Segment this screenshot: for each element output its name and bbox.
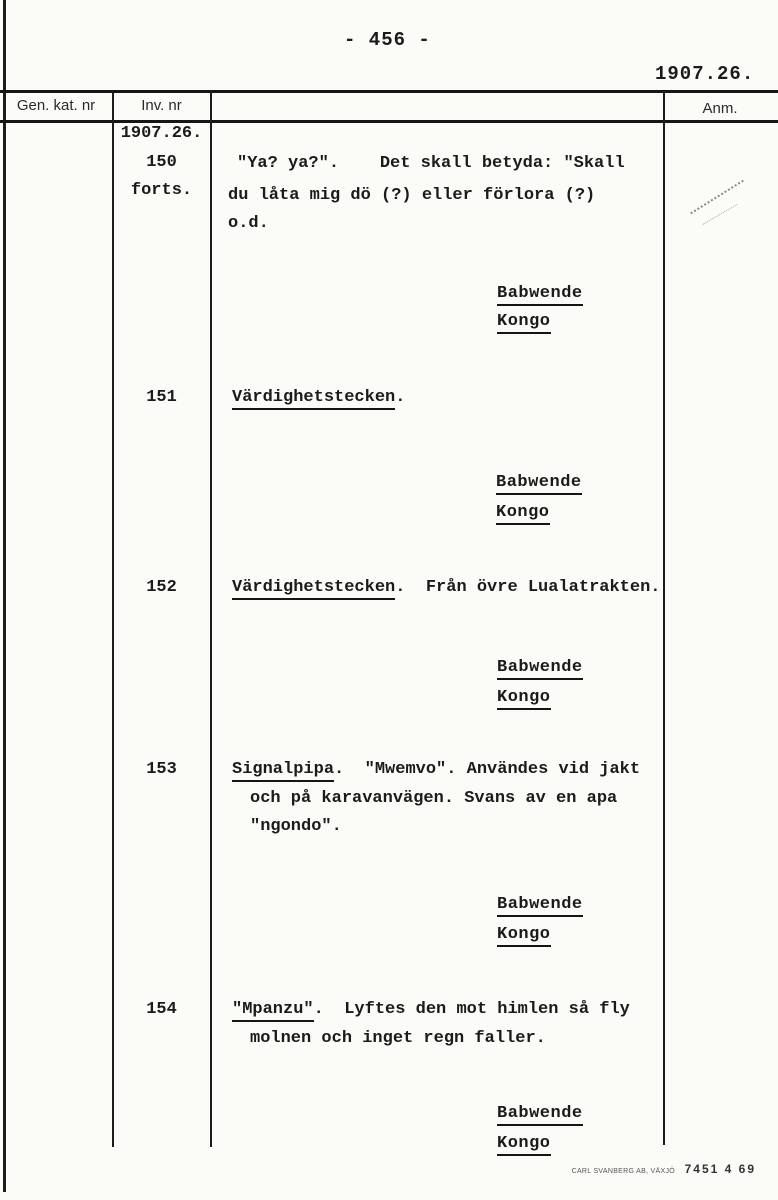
entry-text-line: Värdighetstecken.	[232, 388, 405, 408]
scratch-mark	[690, 180, 744, 215]
entry-text-line: "Ya? ya?". Det skall betyda: "Skall	[237, 154, 625, 173]
inv-nr: 151	[146, 388, 177, 407]
entry-title: "Mpanzu"	[232, 1000, 314, 1022]
inv-nr: 150	[146, 153, 177, 172]
inv-nr: 154	[146, 1000, 177, 1019]
page-number: - 456 -	[344, 29, 431, 51]
entry-title: Värdighetstecken	[232, 578, 395, 600]
table-header-bottom-rule	[0, 120, 778, 123]
printer-footer	[572, 1160, 756, 1178]
column-header-gen-kat-nr: Gen. kat. nr	[16, 97, 96, 114]
column-header-inv-nr: Inv. nr	[141, 97, 182, 114]
printer-code: 7451 4 69	[684, 1162, 756, 1176]
page-edge-line	[3, 0, 6, 1192]
origin-babwende: Babwende	[497, 895, 583, 915]
collection-ref: 1907.26.	[655, 63, 755, 85]
origin-babwende: Babwende	[497, 1104, 583, 1124]
entry-text-line: o.d.	[228, 214, 269, 233]
column-rule-1	[112, 90, 114, 1147]
column-rule-3	[663, 92, 665, 1145]
entry-text-line: Signalpipa. "Mwemvo". Användes vid jakt	[232, 760, 640, 780]
column-rule-2	[210, 90, 212, 1147]
scratch-mark	[702, 204, 737, 225]
inv-group: 1907.26.	[120, 124, 203, 143]
inv-nr: 152	[146, 578, 177, 597]
origin-babwende: Babwende	[497, 658, 583, 678]
entry-text-line: molnen och inget regn faller.	[250, 1029, 546, 1048]
entry-title: Signalpipa	[232, 760, 334, 782]
printer-credit: CARL SVANBERG AB, VÄXJÖ	[571, 1168, 675, 1175]
inv-note: forts.	[130, 181, 193, 200]
column-header-anm: Anm.	[702, 100, 738, 117]
inv-nr: 153	[146, 760, 177, 779]
table-top-rule	[0, 90, 778, 93]
entry-text-line: "Mpanzu". Lyftes den mot himlen så fly	[232, 1000, 630, 1020]
entry-title: Värdighetstecken	[232, 388, 395, 410]
origin-kongo: Kongo	[497, 1134, 551, 1154]
origin-kongo: Kongo	[497, 688, 551, 708]
origin-babwende: Babwende	[497, 284, 583, 304]
origin-kongo: Kongo	[497, 312, 551, 332]
entry-text-line: Värdighetstecken. Från övre Lualatrakten.	[232, 578, 660, 598]
entry-text-line: "ngondo".	[250, 817, 342, 836]
scan-noise	[0, 0, 2, 2]
entry-text-line: och på karavanvägen. Svans av en apa	[250, 789, 618, 808]
origin-kongo: Kongo	[496, 503, 550, 523]
entry-text-line: du låta mig dö (?) eller förlora (?)	[228, 186, 596, 205]
origin-kongo: Kongo	[497, 925, 551, 945]
origin-babwende: Babwende	[496, 473, 582, 493]
